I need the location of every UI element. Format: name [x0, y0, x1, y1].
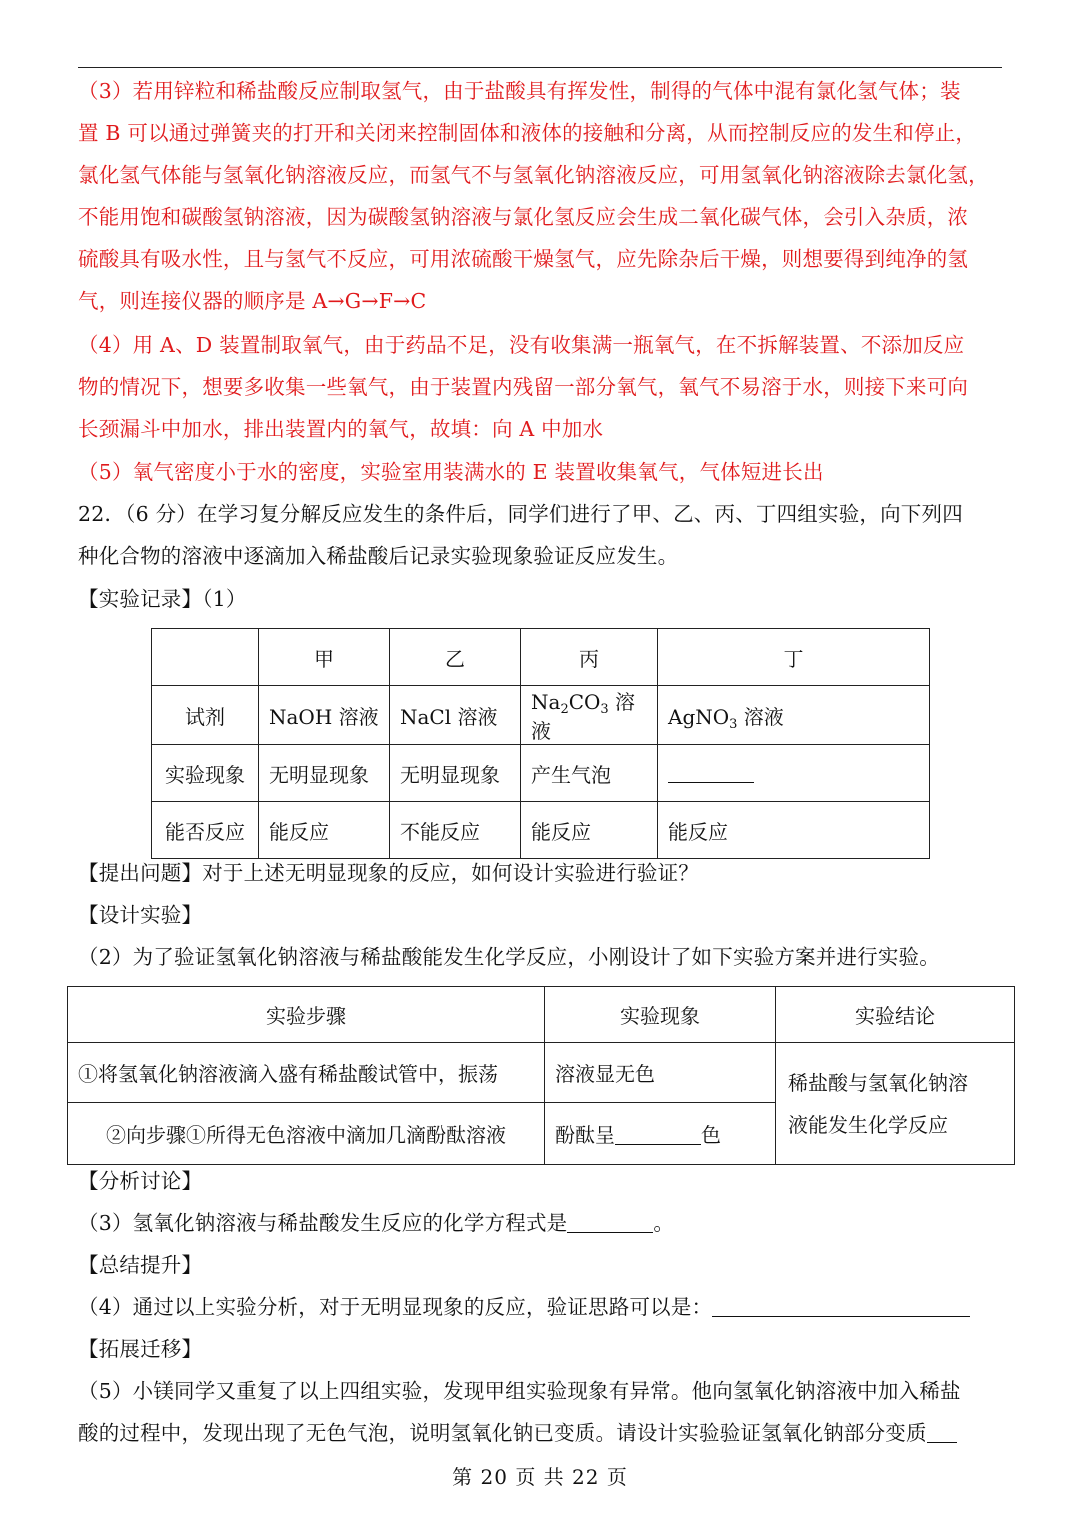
- answer-5: （5）氧气密度小于水的密度，实验室用装满水的 E 装置收集氧气，气体短进长出: [78, 460, 824, 484]
- answer-blank[interactable]: [615, 1124, 701, 1145]
- table-cell: [521, 686, 658, 745]
- answer-4: [78, 324, 1006, 450]
- question-22-line: 22．（6 分）在学习复分解反应发生的条件后，同学们进行了甲、乙、丙、丁四组实验，向下列四: [78, 502, 963, 526]
- answer-3-line: 气，则连接仪器的顺序是 A→G→F→C: [78, 289, 427, 313]
- experiment-plan-table: [67, 986, 1015, 1165]
- table-cell: 无明显现象: [390, 745, 521, 802]
- question-22-line: 种化合物的溶液中逐滴加入稀盐酸后记录实验现象验证反应发生。: [78, 544, 679, 568]
- design-text: （2）为了验证氢氧化钠溶液与稀盐酸能发生化学反应，小刚设计了如下实验方案并进行实验。: [78, 945, 940, 969]
- question-22: [78, 493, 1006, 577]
- question-4-text: （4）通过以上实验分析，对于无明显现象的反应，验证思路可以是：: [78, 1295, 713, 1319]
- summary-heading: 【总结提升】: [78, 1253, 203, 1277]
- question-5-text: 酸的过程中，发现出现了无色气泡，说明氢氧化钠已变质。请设计实验验证氢氧化钠部分变质: [78, 1421, 927, 1445]
- formula-part: 溶液: [737, 704, 784, 729]
- table-row: [152, 686, 930, 745]
- answer-4-line: 长颈漏斗中加水，排出装置内的氧气，故填：向 A 中加水: [78, 417, 604, 441]
- table-cell: 能反应: [658, 802, 930, 859]
- answer-4-line: 物的情况下，想要多收集一些氧气，由于装置内残留一部分氧气，氧气不易溶于水，则接下来可向: [78, 375, 969, 399]
- formula-part: Na: [531, 690, 561, 714]
- table-header-cell: 实验现象: [545, 987, 776, 1043]
- answer-blank[interactable]: [712, 1296, 970, 1317]
- table-cell: 能反应: [259, 802, 390, 859]
- formula-subscript: 3: [729, 716, 738, 732]
- analysis-heading: 【分析讨论】: [78, 1169, 203, 1193]
- table-row: [152, 745, 930, 802]
- row-label: 试剂: [152, 686, 259, 745]
- answer-3: [78, 70, 1006, 322]
- table-cell: NaCl 溶液: [390, 686, 521, 745]
- answer-3-line: 硫酸具有吸水性，且与氢气不反应，可用浓硫酸干燥氢气，应先除杂后干燥，则想要得到纯净的氢: [78, 247, 969, 271]
- table-header-cell: 丙: [521, 629, 658, 686]
- row-label: 实验现象: [152, 745, 259, 802]
- answer-blank[interactable]: [668, 762, 754, 783]
- phenomenon-text: 色: [701, 1123, 721, 1147]
- step-cell: ①将氢氧化钠溶液滴入盛有稀盐酸试管中，振荡: [68, 1043, 545, 1103]
- question-3: [78, 1202, 1006, 1244]
- design-heading: 【设计实验】: [78, 903, 203, 927]
- table-header-cell: [152, 629, 259, 686]
- question-4: [78, 1286, 1006, 1328]
- phenomenon-cell: [545, 1103, 776, 1165]
- step-cell: ②向步骤①所得无色溶液中滴加几滴酚酞溶液: [68, 1103, 545, 1165]
- table-cell: 产生气泡: [521, 745, 658, 802]
- question-3-text: （3）氢氧化钠溶液与稀盐酸发生反应的化学方程式是: [78, 1211, 568, 1235]
- answer-3-line: 置 B 可以通过弹簧夹的打开和关闭来控制固体和液体的接触和分离，从而控制反应的发生和停止，: [78, 121, 977, 145]
- extend-heading: 【拓展迁移】: [78, 1337, 203, 1361]
- record-heading: 【实验记录】（1）: [78, 587, 247, 611]
- table-row: [152, 802, 930, 859]
- header-rule: [78, 67, 1002, 68]
- formula-part: AgNO: [668, 704, 730, 729]
- question-heading: 【提出问题】对于上述无明显现象的反应，如何设计实验进行验证？: [78, 861, 699, 885]
- answer-blank[interactable]: [927, 1422, 957, 1443]
- question-5-line: （5）小镁同学又重复了以上四组实验，发现甲组实验现象有异常。他向氢氧化钠溶液中加入稀盐: [78, 1379, 961, 1403]
- question-5: [78, 1370, 1006, 1454]
- table-header-cell: 实验步骤: [68, 987, 545, 1043]
- formula-subscript: 3: [600, 702, 609, 717]
- table-header-cell: 甲: [259, 629, 390, 686]
- experiment-record-table: [151, 628, 930, 859]
- answer-4-line: （4）用 A、D 装置制取氧气，由于药品不足，没有收集满一瓶氧气，在不拆解装置、不添加反应: [78, 333, 965, 357]
- conclusion-line: 液能发生化学反应: [788, 1112, 948, 1137]
- table-header-cell: 乙: [390, 629, 521, 686]
- table-header-row: [152, 629, 930, 686]
- row-label: 能否反应: [152, 802, 259, 859]
- table-header-cell: 实验结论: [776, 987, 1015, 1043]
- question-3-end: 。: [653, 1211, 675, 1235]
- formula-part: 溶液: [531, 690, 636, 743]
- table-header-cell: 丁: [658, 629, 930, 686]
- phenomenon-text: 酚酞呈: [555, 1123, 615, 1147]
- table-header-row: [68, 987, 1015, 1043]
- table-cell: [658, 745, 930, 802]
- conclusion-line: 稀盐酸与氢氧化钠溶: [788, 1070, 968, 1095]
- answer-3-line: 氯化氢气体能与氢氧化钠溶液反应，而氢气不与氢氧化钠溶液反应，可用氢氧化钠溶液除去氯化氢，: [78, 163, 989, 187]
- formula-part: CO: [568, 690, 601, 714]
- phenomenon-cell: 溶液显无色: [545, 1043, 776, 1103]
- table-cell: 无明显现象: [259, 745, 390, 802]
- answer-3-line: 不能用饱和碳酸氢钠溶液，因为碳酸氢钠溶液与氯化氢反应会生成二氧化碳气体，会引入杂质，浓: [78, 205, 969, 229]
- table-row: [68, 1043, 1015, 1103]
- conclusion-cell: [776, 1043, 1015, 1165]
- table-cell: 能反应: [521, 802, 658, 859]
- table-cell: NaOH 溶液: [259, 686, 390, 745]
- formula-subscript: 2: [560, 702, 569, 717]
- table-cell: 不能反应: [390, 802, 521, 859]
- answer-blank[interactable]: [567, 1212, 653, 1233]
- question-5-line: [78, 1412, 1006, 1454]
- table-cell: [658, 686, 930, 745]
- answer-3-line: （3）若用锌粒和稀盐酸反应制取氢气，由于盐酸具有挥发性，制得的气体中混有氯化氢气体；装: [78, 79, 961, 103]
- page-footer: 第 20 页 共 22 页: [452, 1465, 628, 1489]
